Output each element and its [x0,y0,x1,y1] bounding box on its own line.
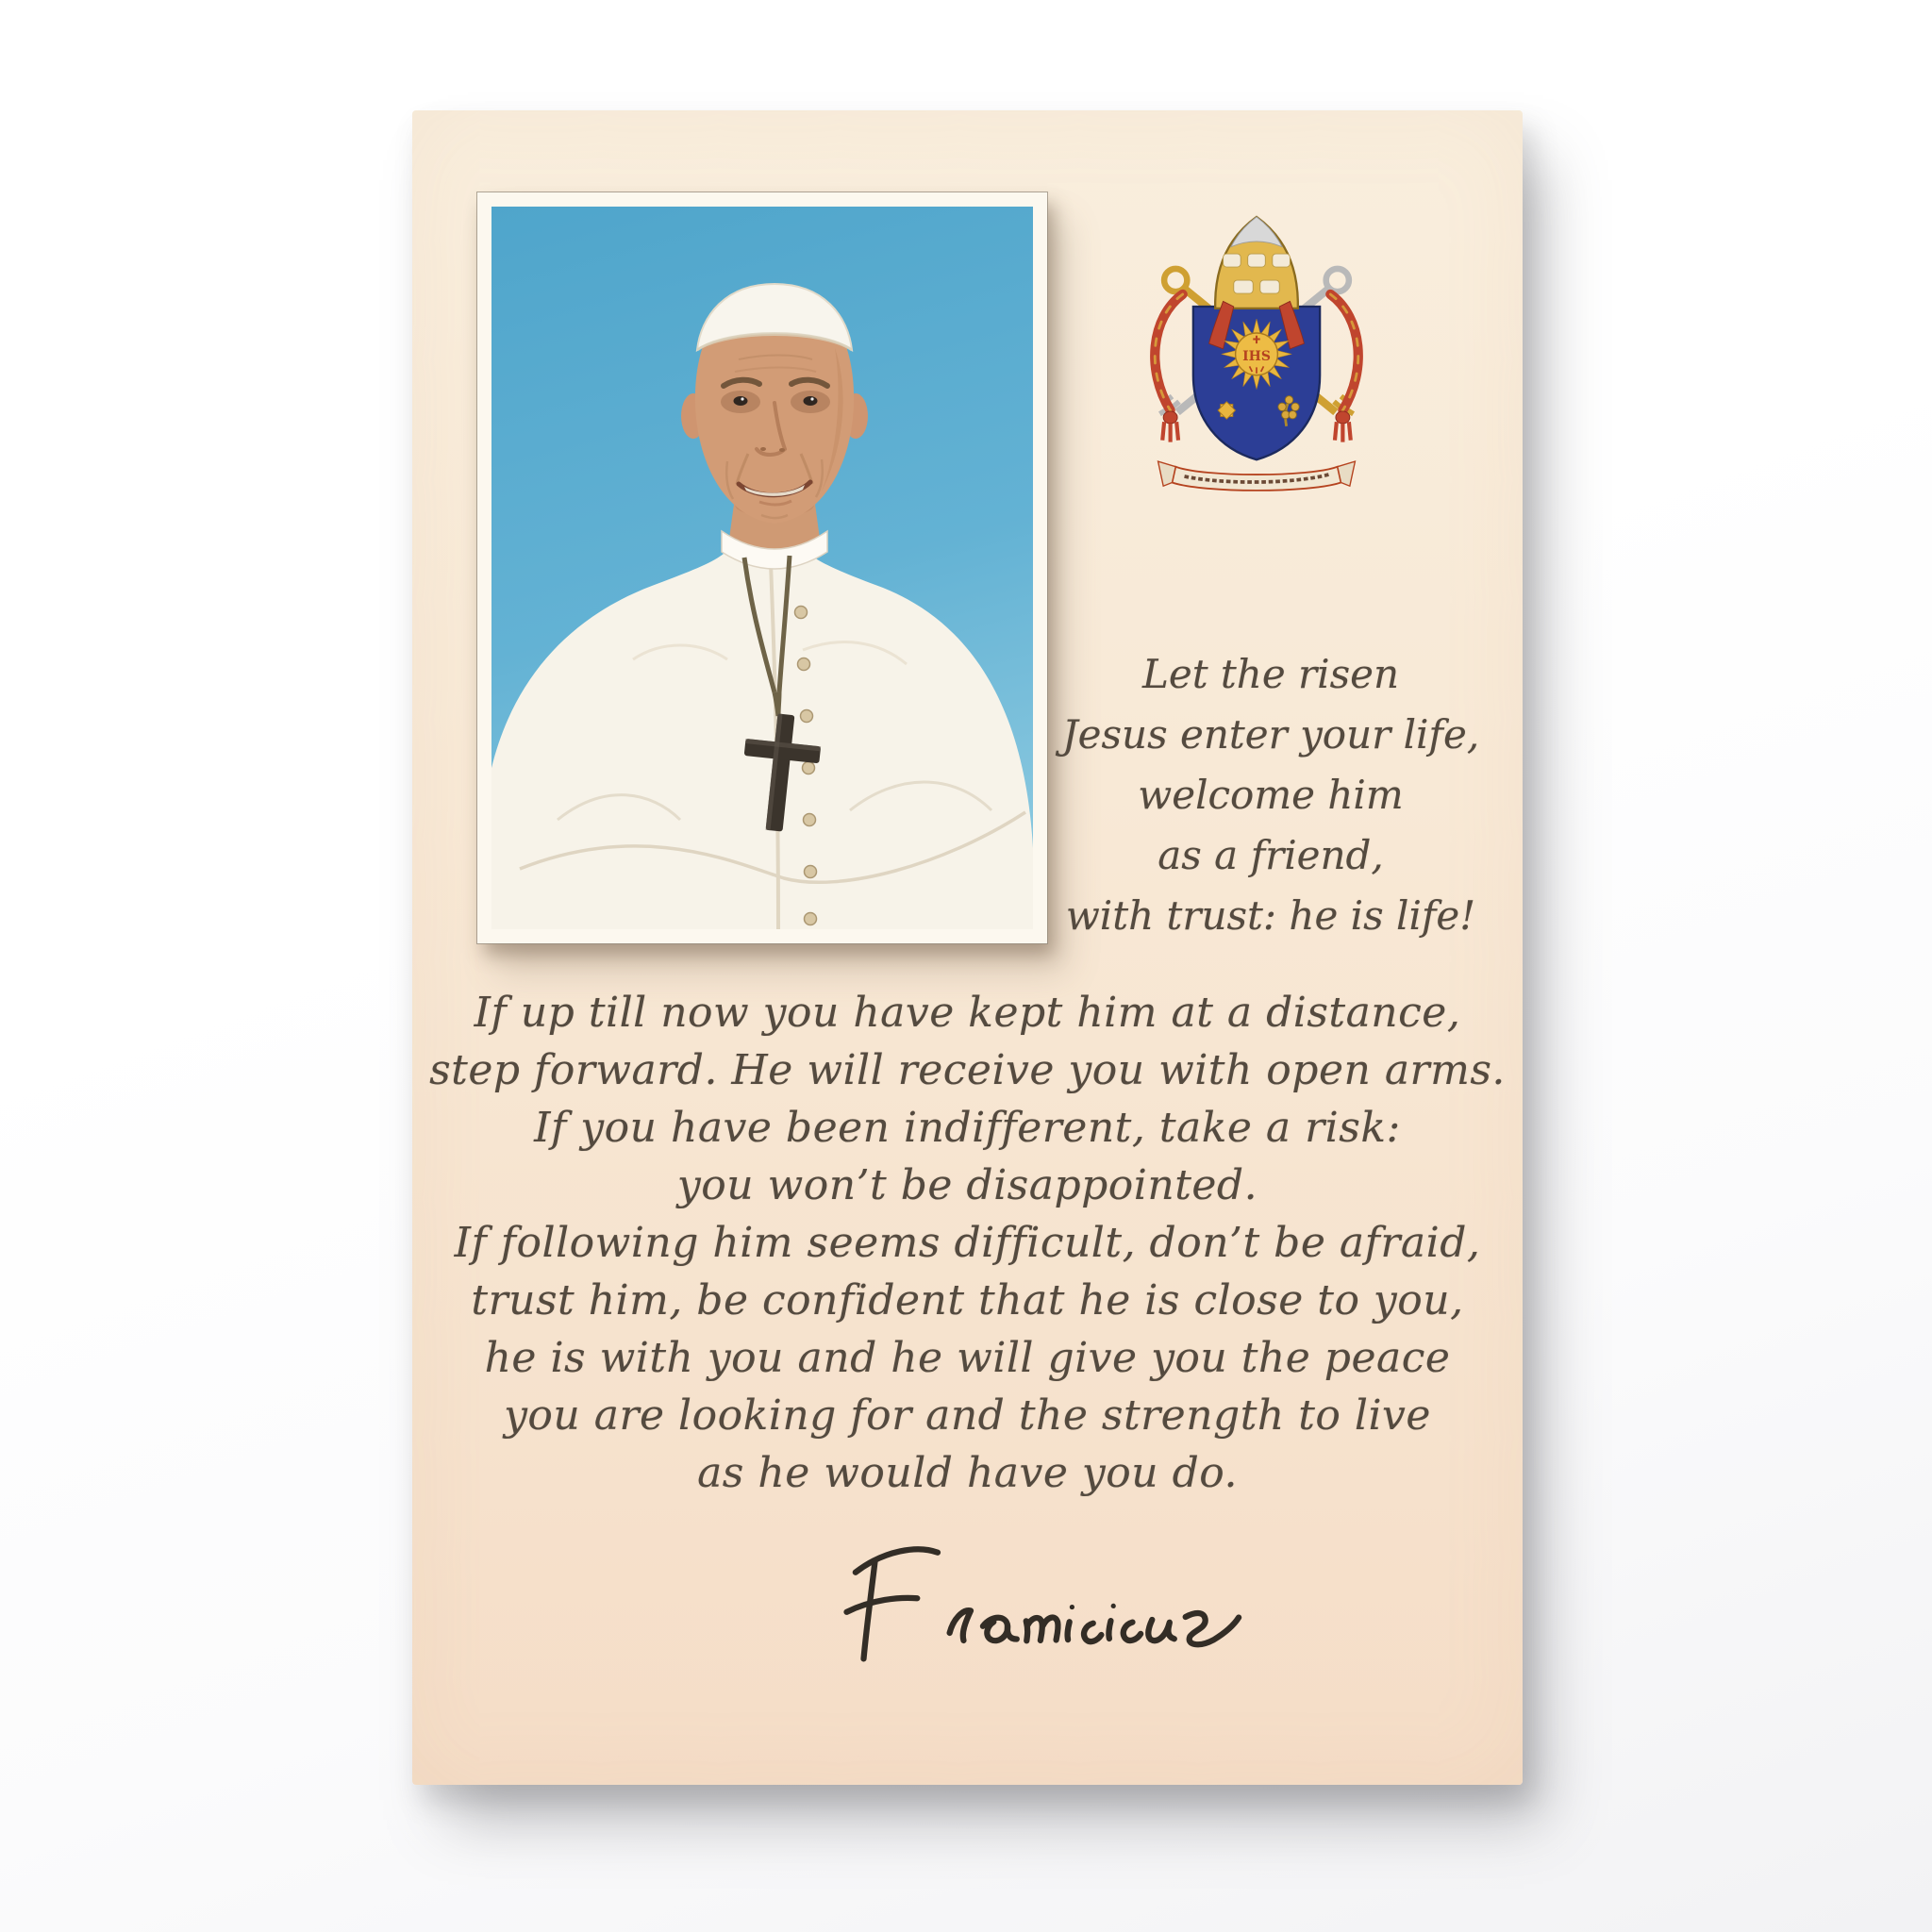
quote-line: trust him, be confident that he is close to you, [471,1276,1464,1324]
tassel-right [1335,411,1351,442]
quote-line: he is with you and he will give you the peace [484,1334,1451,1382]
intro-quote [1025,644,1516,946]
pope-photo [477,192,1047,943]
prayer-card [412,110,1523,1785]
left-eye [734,396,748,406]
quote-line: with trust: he is life! [1065,892,1476,939]
quote-line: as a friend, [1158,832,1384,878]
quote-line: you are looking for and the strength to live [504,1391,1431,1440]
signature-text [412,110,413,111]
main-quote [412,984,1523,1502]
quote-line: welcome him [1138,772,1404,818]
papal-coat-of-arms [1124,203,1389,502]
right-eye [804,396,818,406]
pope-signature [811,1524,1268,1694]
tassel-left [1162,411,1178,442]
quote-line: you won’t be disappointed. [676,1161,1258,1209]
quote-line: step forward. He will receive you with open arms. [429,1046,1506,1094]
pope-portrait-illustration [491,207,1033,929]
ihs-monogram: IHS [1242,348,1271,364]
motto-banner [1158,461,1356,491]
ihs-sun-icon [1222,319,1292,390]
quote-line: If up till now you have kept him at a distance, [474,989,1461,1037]
quote-line: as he would have you do. [697,1449,1238,1497]
star-icon [1218,402,1235,419]
quote-line: Jesus enter your life, [1061,711,1480,758]
quote-line: If you have been indifferent, take a risk: [534,1104,1401,1152]
quote-line: If following him seems difficult, don’t be afraid, [454,1219,1481,1267]
quote-line: Let the risen [1141,651,1400,697]
